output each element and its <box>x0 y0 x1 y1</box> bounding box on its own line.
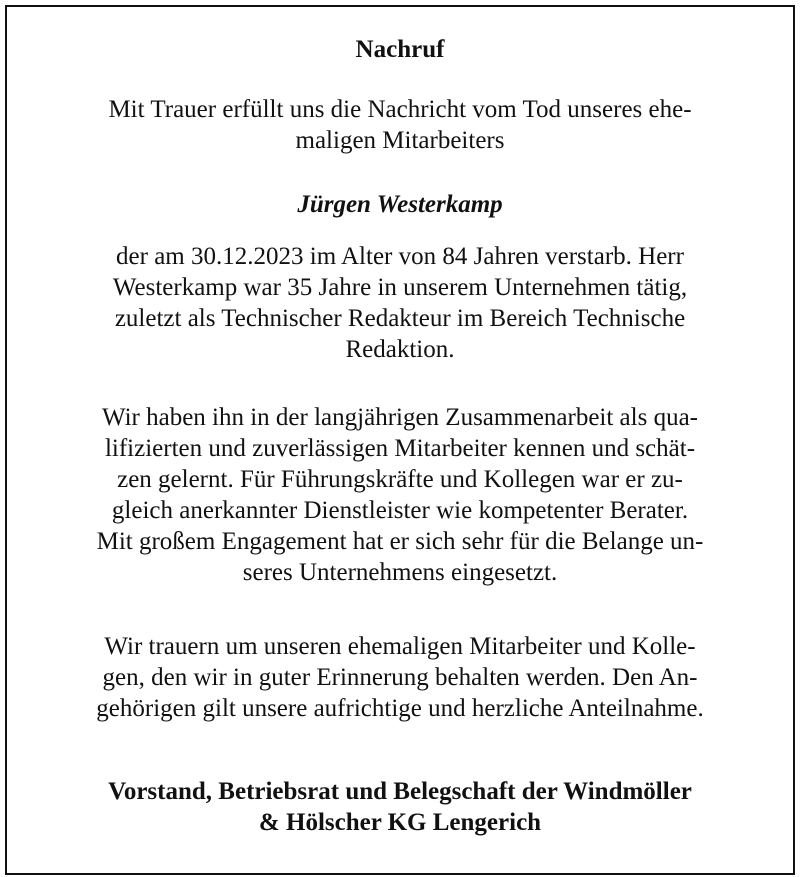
mourning-line: Wir trauern um unseren ehemaligen Mitarbeiter und Kolle- <box>104 633 696 660</box>
signature-line: & Hölscher KG Lengerich <box>258 809 542 836</box>
details-line: Redaktion. <box>345 336 455 363</box>
details-paragraph <box>7 241 793 365</box>
appreciation-line: lifizierten und zuverlässigen Mitarbeiter kennen und schät- <box>104 435 696 462</box>
signature-block <box>7 776 793 838</box>
appreciation-line: seres Unternehmens eingesetzt. <box>242 559 558 586</box>
appreciation-line: zen gelernt. Für Führungskräfte und Kollegen war er zu- <box>117 466 683 493</box>
title-text: Nachruf <box>355 36 445 63</box>
appreciation-line: Wir haben ihn in der langjährigen Zusammenarbeit als qua- <box>101 404 698 431</box>
deceased-name <box>7 189 793 220</box>
intro-paragraph <box>7 94 793 156</box>
deceased-name-text: Jürgen Westerkamp <box>297 191 503 218</box>
mourning-line: gehörigen gilt unsere aufrichtige und herzliche Anteilnahme. <box>96 695 704 722</box>
details-line: Westerkamp war 35 Jahre in unserem Unternehmen tätig, <box>112 274 688 301</box>
intro-line: Mit Trauer erfüllt uns die Nachricht vom Tod unseres ehe- <box>108 96 692 123</box>
appreciation-line: Mit großem Engagement hat er sich sehr für die Belange un- <box>96 528 704 555</box>
intro-line: maligen Mitarbeiters <box>295 127 505 154</box>
mourning-line: gen, den wir in guter Erinnerung behalten werden. Den An- <box>102 664 698 691</box>
obituary-frame <box>5 5 795 875</box>
details-line: der am 30.12.2023 im Alter von 84 Jahren verstarb. Herr <box>116 243 684 270</box>
signature-line: Vorstand, Betriebsrat und Belegschaft der Windmöller <box>108 778 692 805</box>
appreciation-paragraph <box>7 402 793 588</box>
details-line: zuletzt als Technischer Redakteur im Bereich Technische <box>114 305 686 332</box>
appreciation-line: gleich anerkannter Dienstleister wie kompetenter Berater. <box>111 497 689 524</box>
mourning-paragraph <box>7 631 793 724</box>
obituary-title <box>7 34 793 65</box>
